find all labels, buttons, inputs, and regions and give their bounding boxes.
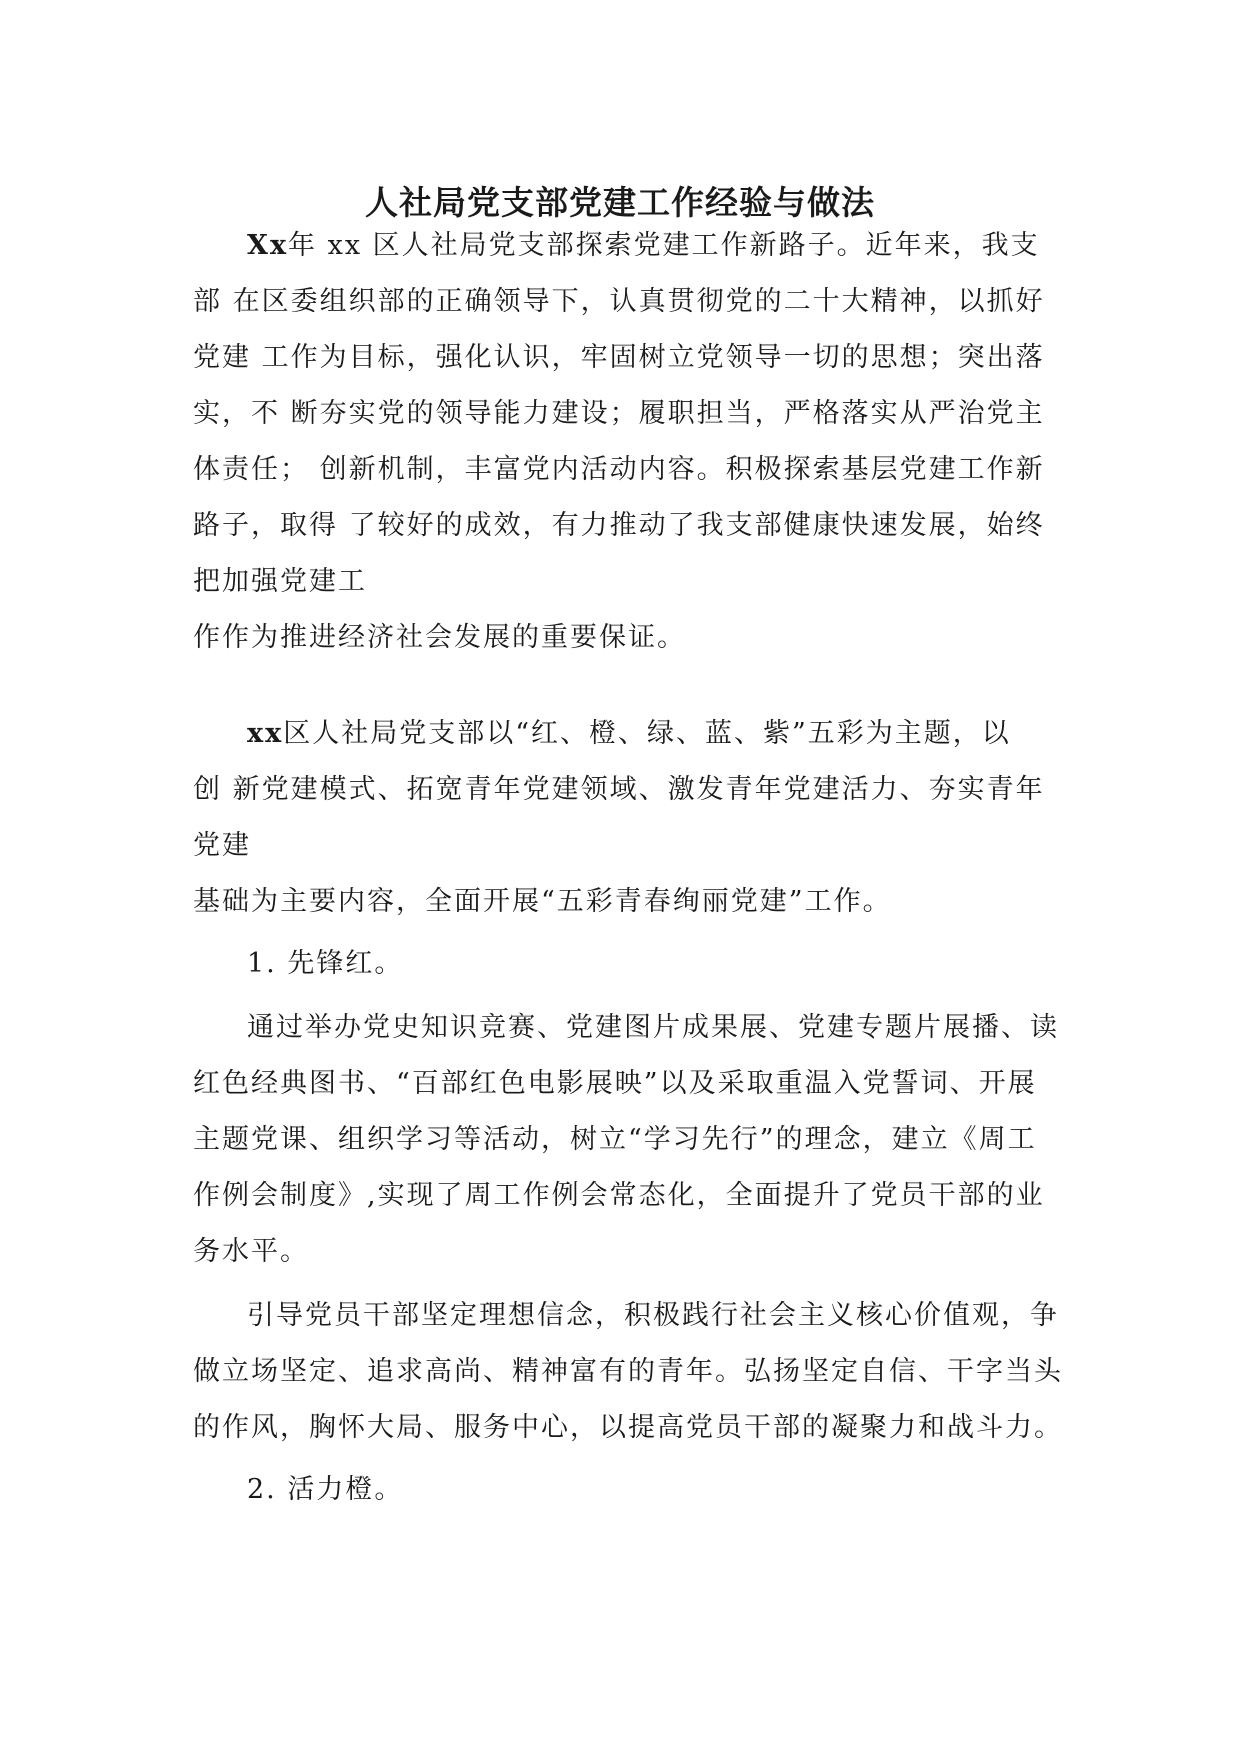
- district-prefix: xx: [247, 718, 284, 749]
- paragraph-1-line-8: 作作为推进经济社会发展的重要保证。: [193, 622, 686, 653]
- paragraph-1-line-1: [247, 226, 1040, 266]
- paragraph-3-line-2: 红色经典图书、“百部红色电影展映”以及采取重温入党誓词、开展: [193, 1068, 1037, 1099]
- paragraph-3-line-5: 务水平。: [193, 1236, 309, 1267]
- paragraph-3-line-1: 通过举办党史知识竞赛、党建图片成果展、党建专题片展播、读: [247, 1012, 1059, 1043]
- paragraph-1-line-4: 实，不 断夯实党的领导能力建设；履职担当，严格落实从严治党主: [193, 398, 1045, 429]
- paragraph-2-line-1: [247, 714, 1011, 754]
- paragraph-1-line-1-text: 年 xx 区人社局党支部探索党建工作新路子。近年来，我支: [288, 230, 1040, 261]
- paragraph-1-line-7: 把加强党建工: [193, 566, 367, 597]
- document-title: 人社局党支部党建工作经验与做法: [365, 183, 875, 222]
- paragraph-2-line-1-text: 区人社局党支部以“红、橙、绿、蓝、紫”五彩为主题，以: [283, 718, 1011, 749]
- year-prefix: Xx: [247, 230, 289, 261]
- paragraph-2-line-4: 基础为主要内容，全面开展“五彩青春绚丽党建”工作。: [193, 886, 892, 917]
- paragraph-1-line-6: 路子，取得 了较好的成效，有力推动了我支部健康快速发展，始终: [193, 510, 1045, 541]
- paragraph-2-line-3: 党建: [193, 830, 251, 861]
- paragraph-4-line-2: 做立场坚定、追求高尚、精神富有的青年。弘扬坚定自信、干字当头: [193, 1356, 1063, 1387]
- paragraph-3-line-3: 主题党课、组织学习等活动，树立“学习先行”的理念，建立《周工: [193, 1124, 1037, 1155]
- paragraph-1-line-2: 部 在区委组织部的正确领导下，认真贯彻党的二十大精神，以抓好: [193, 286, 1045, 317]
- paragraph-4-line-3: 的作风，胸怀大局、服务中心，以提高党员干部的凝聚力和战斗力。: [193, 1412, 1063, 1443]
- paragraph-4-line-1: 引导党员干部坚定理想信念，积极践行社会主义核心价值观，争: [247, 1300, 1059, 1331]
- section-heading-1: 1. 先锋红。: [247, 948, 404, 979]
- paragraph-2-line-2: 创 新党建模式、拓宽青年党建领域、激发青年党建活力、夯实青年: [193, 774, 1045, 805]
- paragraph-1-line-3: 党建 工作为目标，强化认识，牢固树立党领导一切的思想；突出落: [193, 342, 1045, 373]
- section-heading-2: 2. 活力橙。: [247, 1474, 404, 1505]
- paragraph-1-line-5: 体责任； 创新机制，丰富党内活动内容。积极探索基层党建工作新: [193, 454, 1045, 485]
- paragraph-3-line-4: 作例会制度》,实现了周工作例会常态化，全面提升了党员干部的业: [193, 1180, 1045, 1211]
